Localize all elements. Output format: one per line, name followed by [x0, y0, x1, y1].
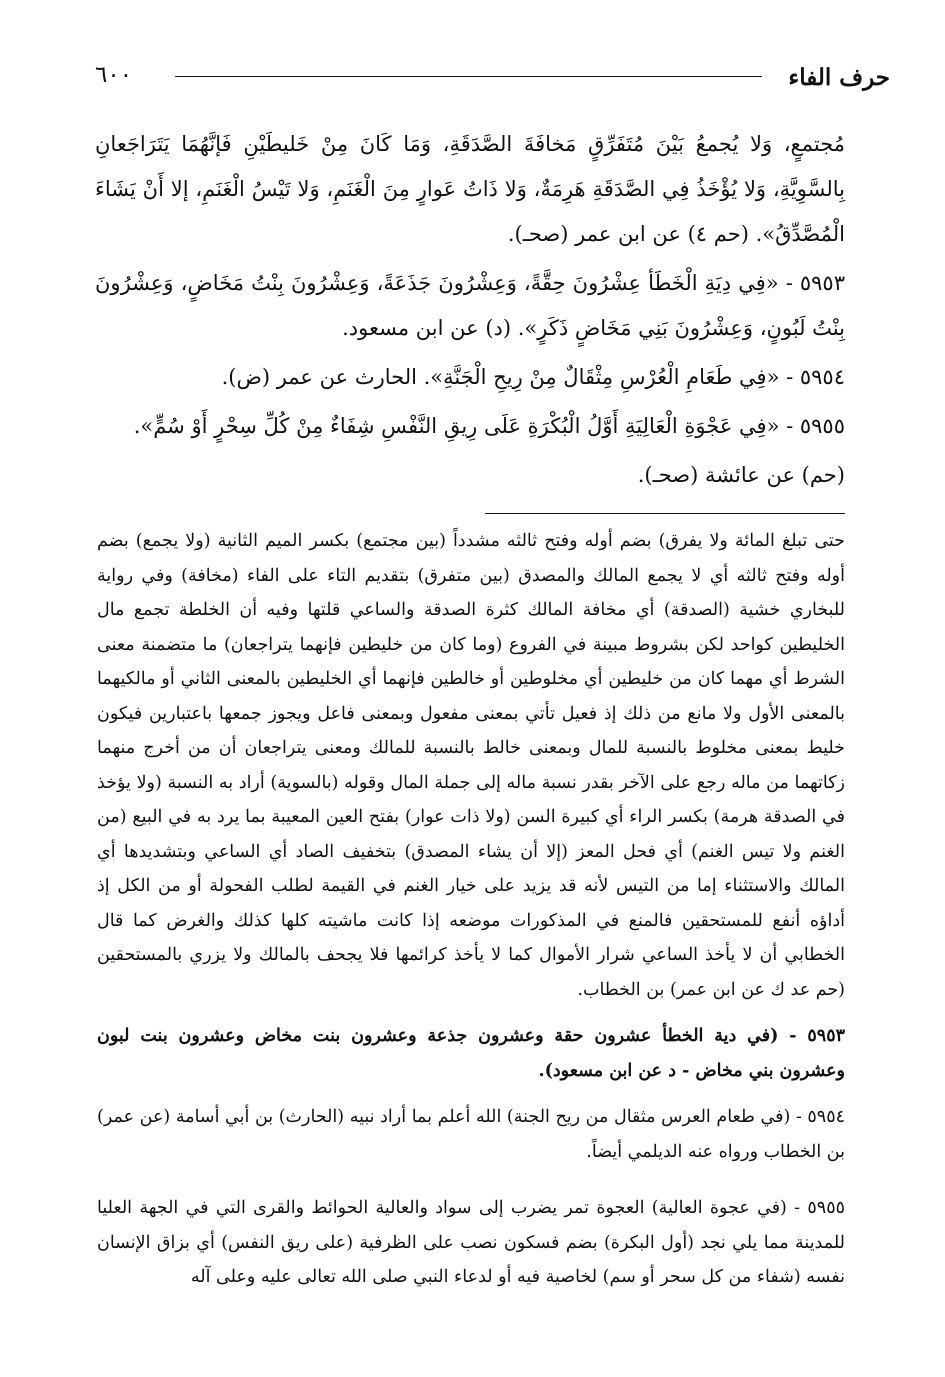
hadith-5953: ٥٩٥٣ - «فِي دِيَةِ الْخَطَأ عِشْرُونَ حِقَّةً، وَعِشْرُونَ جَذَعَةً، وَعِشْرُونَ بِنْتُ مَخَاضٍ، وَعِشْرُونَ بِنْتُ لَبُونٍ، وَعِشْرُونَ بَنِي مَخَاضٍ ذَكَرٍ». (د) عن ابن مسعود.	[95, 271, 845, 340]
hadith-5955-source: (حم) عن عائشة (صحـ).	[637, 463, 845, 487]
chapter-title: حرف الفاء	[788, 64, 890, 91]
footnote-divider	[485, 513, 845, 514]
commentary-text	[97, 524, 845, 1295]
page-header	[95, 58, 890, 98]
page-number: ٦٠٠	[95, 62, 133, 88]
commentary-paragraph: حتى تبلغ المائة ولا يفرق) بضم أوله وفتح ثالثه مشدداً (بين مجتمع) بكسر الميم الثانية (ولا يجمع) بضم أوله وفتح ثالثه أي لا يجمع المالك والمصدق (بين متفرق) بتقديم التاء على الفاء (مخافة) وفي رواية للبخاري خشية (الصدقة) أي مخافة المالك كثرة الصدقة والساعي قلتها وفيه أن الخلطة تجمع مال الخليطين كواحد لكن بشروط مبينة في الفروع (وما كان من خليطين فإنهما يتراجعان) ما متضمنة معنى الشرط أي مهما كان من خليطين أي مخلوطين أو خالطين فإنهما أي الخليطين بالمعنى الثاني أو مالكيهما بالمعنى الأول ولا مانع من ذلك إذ فعيل تأتي بمعنى مفعول وبمعنى فاعل ويجوز جمعها باعتبارين فيكون خليط بمعنى مخلوط بالنسبة للمال وبمعنى خالط بالنسبة للمالك ومعنى يتراجعان أن من أخرج منهما زكاتهما من ماله رجع على الآخر بقدر نسبة ماله إلى جملة المال وقوله (بالسوية) أراد به النسبة (ولا يؤخذ في الصدقة هرمة) بكسر الراء أي كبيرة السن (ولا ذات عوار) بفتح العين المعيبة بما يرد به في البيع (من الغنم ولا تيس الغنم) أي فحل المعز (إلا أن يشاء المصدق) بتخفيف الصاد أي الساعي وبتشديدها أي المالك والاستثناء إما من التيس لأنه قد يزيد على خيار الغنم في القيمة لطلب الفحولة أو من الكل إذ أداؤه أنفع للمستحقين فالمنع في المذكورات موضعه إذا كانت ماشيته كلها كذلك والغرض كما قال الخطابي أن لا يأخذ الساعي شرار الأموال كما لا يأخذ كرائمها فلا يجحف بالمالك ولا يزري بالمستحقين (حم عد ك عن ابن عمر) بن الخطاب.	[97, 531, 845, 1000]
hadith-5955: ٥٩٥٥ - «فِي عَجْوَةِ الْعَالِيَةِ أَوَّلُ الْبُكْرَةِ عَلَى رِيقِ النَّفْسِ شِفَاءٌ مِنْ كُلِّ سِحْرٍ أَوْ سُمٍّ».	[133, 414, 845, 438]
hadith-continuation: مُجتمعٍ، وَلا يُجمعُ بَيْنَ مُتَفَرِّقٍ مَخافَةَ الصَّدَقَةِ، وَمَا كَانَ مِنْ خَليطَيْنِ فَإنَّهُمَا يَتَرَاجَعانِ بِالسَّوِيَّةِ، وَلا يُؤْخَذُ فِي الصَّدَقَةِ هَرِمَةٌ، وَلا ذَاتُ عَوارٍ مِنَ الْغَنَمِ، وَلا تَيْسُ الْغَنَمِ، إلا أَنْ يَشَاءَ الْمُصَّدِّقُ». (حم ٤) عن ابن عمر (صحـ).	[95, 132, 845, 246]
header-rule	[175, 76, 762, 77]
commentary-5953: ٥٩٥٣ - (في دية الخطأ عشرون حقة وعشرون جذعة وعشرون بنت مخاض وعشرون بنت لبون وعشرون بني مخاض - د عن ابن مسعود).	[97, 1026, 845, 1081]
hadith-5954: ٥٩٥٤ - «فِي طَعَامِ الْعُرْسِ مِثْقَالٌ مِنْ رِيحِ الْجَنَّةِ». الحارث عن عمر (ض).	[221, 365, 845, 389]
commentary-5954: ٥٩٥٤ - (في طعام العرس مثقال من ريح الجنة) الله أعلم بما أراد نبيه (الحارث) بن أبي أسامة (عن عمر) بن الخطاب ورواه عنه الديلمي أيضاً.	[97, 1107, 845, 1162]
hadith-text	[95, 122, 845, 498]
commentary-5955: ٥٩٥٥ - (في عجوة العالية) العجوة تمر يضرب إلى سواد والعالية الحوائط والقرى التي في الجهة العليا للمدينة مما يلي نجد (أول البكرة) بضم فسكون نصب على الظرفية (على ريق النفس) أي بزاق الإنسان نفسه (شفاء من كل سحر أو سم) لخاصية فيه أو لدعاء النبي صلى الله تعالى عليه وعلى آله	[97, 1198, 845, 1287]
